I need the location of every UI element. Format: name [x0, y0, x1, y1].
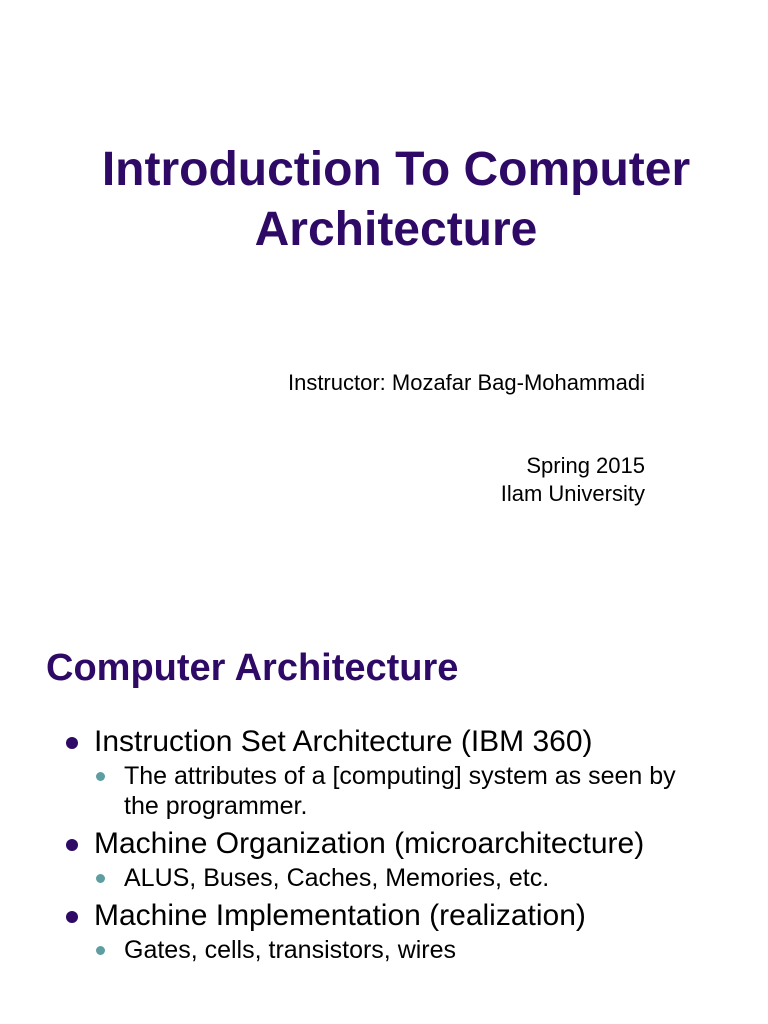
sub-bullet-text: ALUS, Buses, Caches, Memories, etc.: [124, 864, 550, 892]
sub-bullet-item: [0, 863, 768, 893]
bullet-text: Machine Implementation (realization): [94, 899, 586, 932]
bullet-item: [0, 897, 768, 935]
bullet-text: Instruction Set Architecture (IBM 360): [94, 725, 593, 758]
bullet-item: [0, 825, 768, 863]
bullet-list: [0, 723, 768, 969]
instructor-line: Instructor: Mozafar Bag-Mohammadi: [287, 370, 645, 395]
sub-bullet-item: [0, 935, 768, 965]
content-slide: [0, 615, 768, 1024]
sub-bullet-dot-icon: [96, 874, 105, 883]
bullet-dot-icon: [66, 737, 78, 749]
sub-bullet-text: The attributes of a [computing] system as seen by the programmer.: [124, 762, 676, 820]
sub-bullet-dot-icon: [96, 772, 105, 781]
bullet-dot-icon: [66, 839, 78, 851]
sub-bullet-item: [0, 761, 768, 821]
slide-title: Introduction To Computer Architecture: [101, 143, 691, 256]
university-line: Ilam University: [500, 481, 645, 506]
bullet-item: [0, 723, 768, 761]
term-line: Spring 2015: [526, 453, 645, 478]
sub-bullet-dot-icon: [96, 946, 105, 955]
bullet-dot-icon: [66, 911, 78, 923]
section-title: Computer Architecture: [46, 647, 459, 689]
bullet-text: Machine Organization (microarchitecture): [94, 827, 645, 860]
sub-bullet-text: Gates, cells, transistors, wires: [124, 936, 457, 964]
